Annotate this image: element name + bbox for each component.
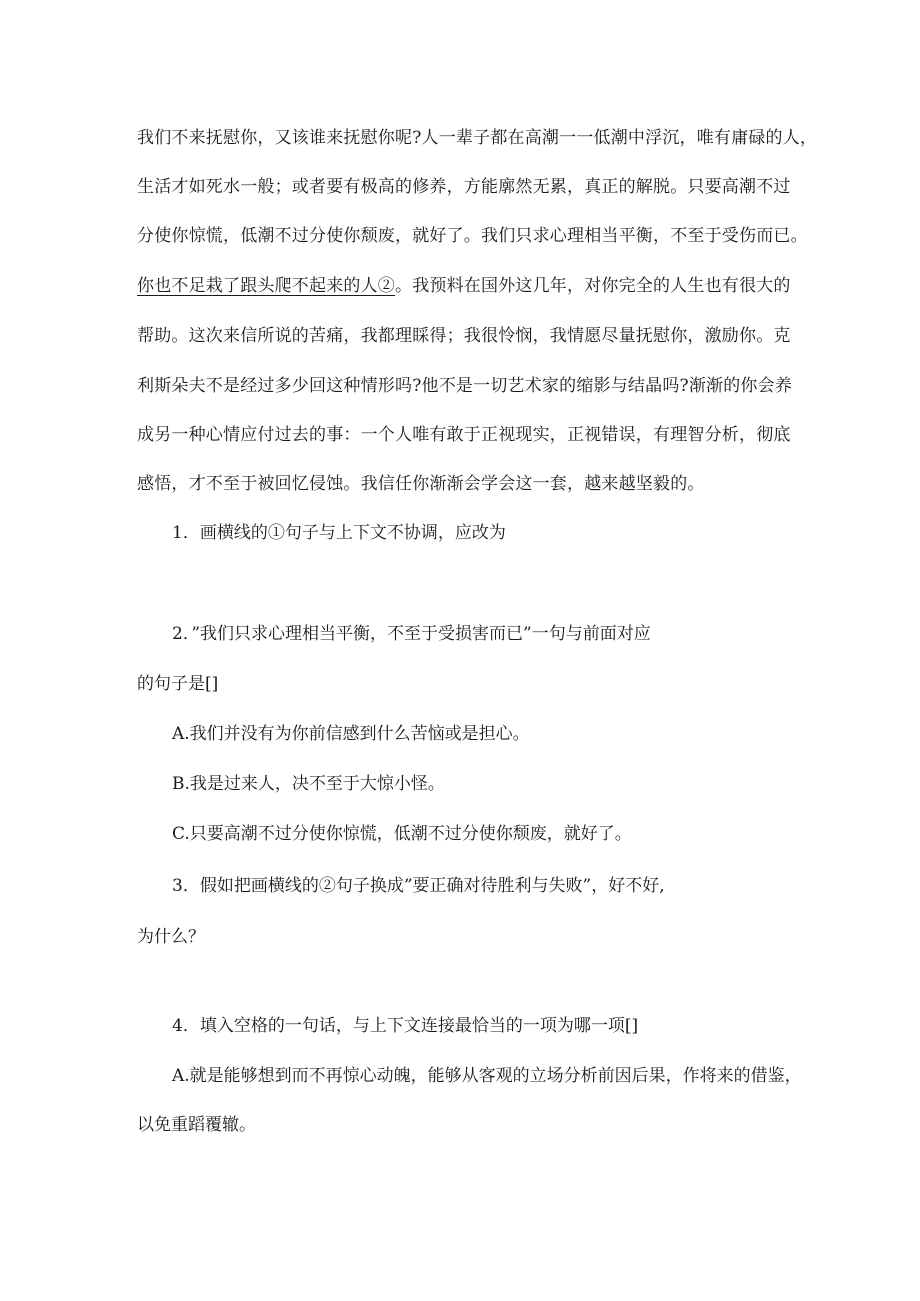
question-2-option-c: C.只要高潮不过分使你惊慌，低潮不过分使你颓废，就好了。 [172, 824, 632, 844]
question-4-option-a-line-1: A.就是能够想到而不再惊心动魄，能够从客观的立场分析前因后果，作将来的借鉴， [172, 1066, 802, 1086]
passage-line-4-rest: 。我预料在国外这几年，对你完全的人生也有很大的 [395, 276, 791, 296]
underlined-sentence: 你也不足栽了跟头爬不起来的人② [137, 276, 395, 296]
passage-line-2: 生活才如死水一般；或者要有极高的修养，方能廓然无累，真正的解脱。只要高潮不过 [137, 177, 791, 197]
passage-line-3: 分使你惊慌，低潮不过分使你颓废，就好了。我们只求心理相当平衡，不至于受伤而已。 [137, 226, 808, 246]
question-4-option-a-line-2: 以免重蹈覆辙。 [137, 1115, 256, 1135]
passage-line-6: 利斯朵夫不是经过多少回这种情形吗?他不是一切艺术家的缩影与结晶吗?渐渐的你会养 [137, 376, 793, 396]
question-3-line-1: 3．假如把画横线的②句子换成”要正确对待胜利与失败”，好不好, [172, 876, 665, 896]
question-2-line-1: 2．”我们只求心理相当平衡，不至于受损害而已”一句与前面对应 [172, 624, 651, 644]
question-2-line-2: 的句子是[] [137, 674, 219, 694]
passage-line-7: 成另一种心情应付过去的事：一个人唯有敢于正视现实，正视错误，有理智分析，彻底 [137, 425, 791, 445]
passage-line-4 [137, 278, 791, 295]
question-3-line-2: 为什么？ [137, 927, 205, 947]
question-1: 1．画横线的①句子与上下文不协调，应改为 [172, 523, 506, 543]
passage-line-5: 帮助。这次来信所说的苦痛，我都理睬得；我很怜悯，我情愿尽量抚慰你，激励你。克 [137, 326, 791, 346]
question-4: 4．填入空格的一句话，与上下文连接最恰当的一项为哪一项[] [172, 1016, 639, 1036]
question-2-option-b: B.我是过来人，决不至于大惊小怪。 [172, 774, 445, 794]
passage-line-1: 我们不来抚慰你，又该谁来抚慰你呢?人一辈子都在高潮一一低潮中浮沉，唯有庸碌的人， [137, 128, 818, 148]
passage-line-8: 感悟，才不至于被回忆侵蚀。我信任你渐渐会学会这一套，越来越坚毅的。 [137, 474, 705, 494]
question-2-option-a: A.我们并没有为你前信感到什么苦恼或是担心。 [172, 724, 530, 744]
